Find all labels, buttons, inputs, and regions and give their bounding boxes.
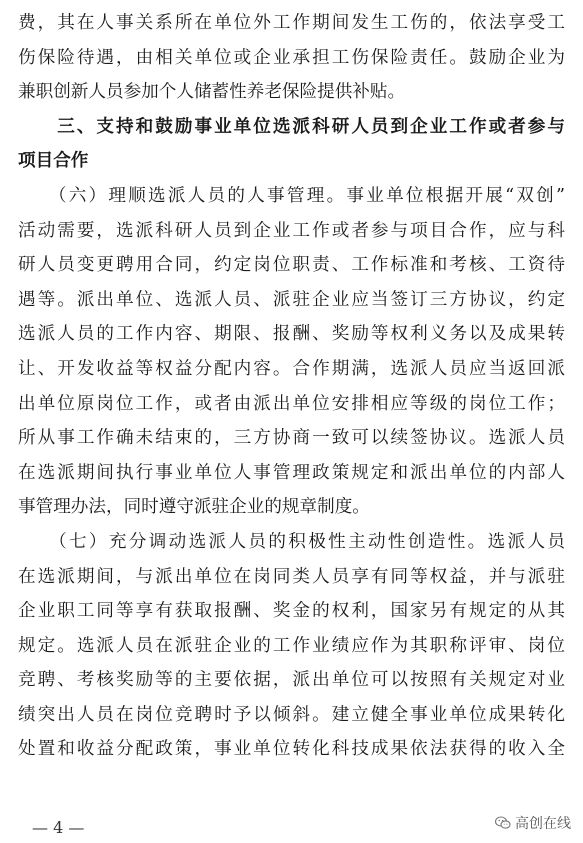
text-line: 处置和收益分配政策，事业单位转化科技成果依法获得的收入全: [18, 739, 565, 760]
text-line: 研人员变更聘用合同，约定岗位职责、工作标准和考核、工资待: [18, 255, 565, 276]
text-line: （七）充分调动选派人员的积极性主动性创造性。选派人员: [18, 531, 565, 552]
text-line: 选派人员的工作内容、期限、报酬、奖励等权利义务以及成果转: [18, 324, 565, 345]
wechat-icon: [495, 816, 511, 830]
text-line: 遇等。派出单位、选派人员、派驻企业应当签订三方协议，约定: [18, 289, 565, 310]
text-line: 在选派期间执行事业单位人事管理政策规定和派出单位的内部人: [18, 462, 565, 483]
text-line: 费，其在人事关系所在单位外工作期间发生工伤的，依法享受工: [18, 13, 565, 33]
text-line: 伤保险待遇，由相关单位或企业承担工伤保险责任。鼓励企业为: [18, 47, 565, 68]
watermark-text: 高创在线: [515, 816, 571, 832]
text-line: 所从事工作确未结束的，三方协商一致可以续签协议。选派人员: [18, 428, 565, 449]
section-heading: 项目合作: [18, 151, 89, 172]
section-heading: 三、支持和鼓励事业单位选派科研人员到企业工作或者参与: [18, 116, 565, 137]
page-number: — 4 —: [32, 818, 85, 837]
text-line: 绩突出人员在岗位竞聘时予以倾斜。建立健全事业单位成果转化: [18, 704, 565, 725]
text-line: 事管理办法，同时遵守派驻企业的规章制度。: [18, 497, 370, 518]
text-line: （六）理顺选派人员的人事管理。事业单位根据开展“双创”: [18, 185, 565, 206]
text-line: 竞聘、考核奖励等的主要依据，派出单位可以按照有关规定对业: [18, 670, 565, 691]
text-line: 在选派期间，与派出单位在岗同类人员享有同等权益，并与派驻: [18, 566, 565, 587]
text-line: 活动需要，选派科研人员到企业工作或者参与项目合作，应与科: [18, 220, 565, 241]
text-line: 企业职工同等享有获取报酬、奖金的权利，国家另有规定的从其: [18, 601, 565, 622]
watermark: [495, 813, 571, 833]
text-line: 出单位原岗位工作，或者由派出单位安排相应等级的岗位工作；: [18, 393, 565, 414]
text-line: 兼职创新人员参加个人储蓄性养老保险提供补贴。: [18, 82, 406, 103]
text-line: 规定。选派人员在派驻企业的工作业绩应作为其职称评审、岗位: [18, 635, 565, 656]
document-body: [18, 6, 565, 767]
text-line: 让、开发收益等权益分配内容。合作期满，选派人员应当返回派: [18, 358, 565, 379]
